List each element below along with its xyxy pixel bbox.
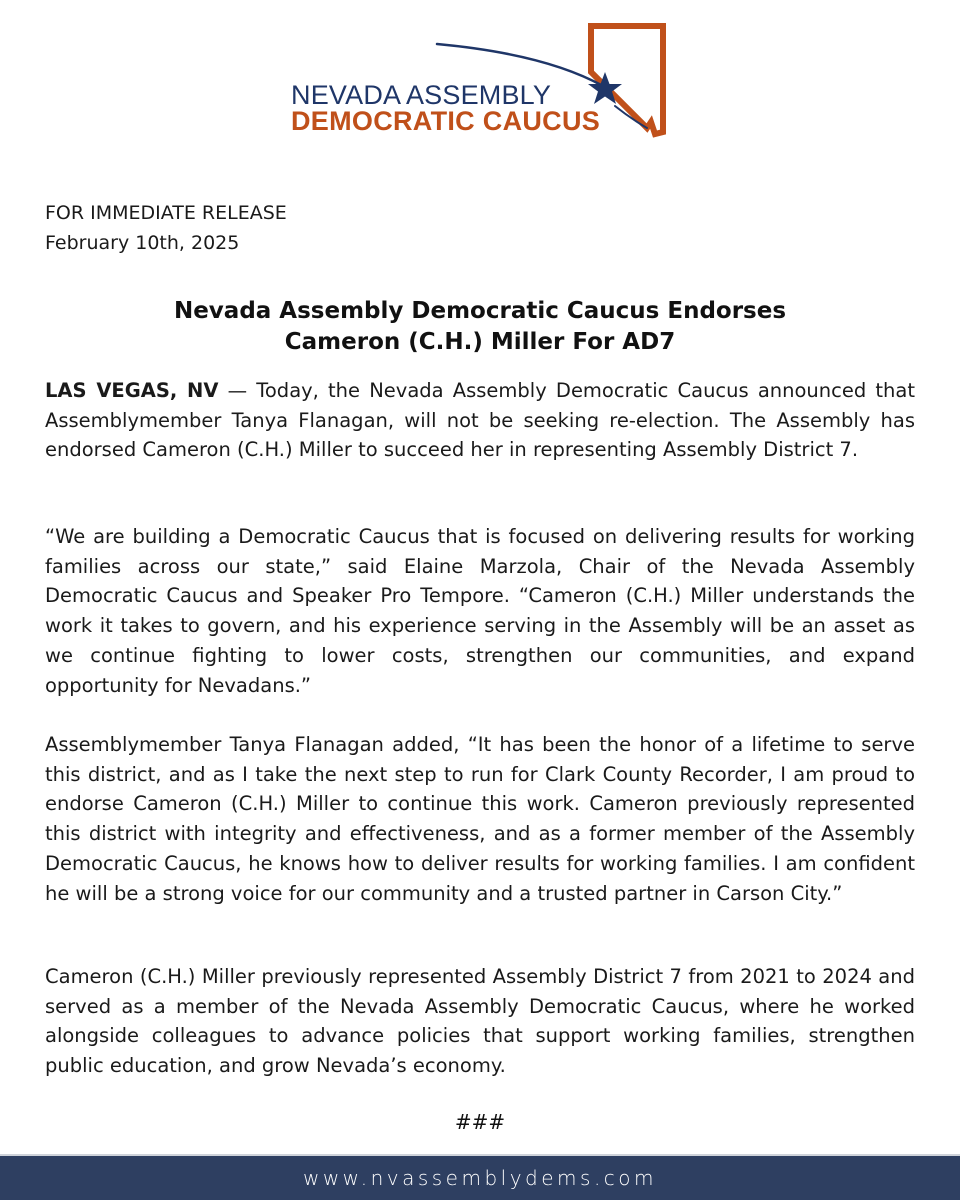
paragraph-flanagan-quote: Assemblymember Tanya Flanagan added, “It has been the honor of a lifetime to serve this district, and as I take the next step to run for Clark County Recorder, I am proud to endorse Cameron (C.H.) Miller to continue this work. Cameron previously represented this district with integrity and effectiveness, and as a former member of the Assembly Democratic Caucus, he knows how to deliver results for working families. I am confident he will be a strong voice for our community and a trusted partner in Carson City.” [45,733,915,905]
website-link[interactable]: www.nvassemblydems.com [302,1166,658,1190]
paragraph-marzola-quote: “We are building a Democratic Caucus that is focused on delivering results for working families across our state,” said Elaine Marzola, Chair of the Nevada Assembly Democratic Caucus and Speaker Pro Tempore. “Cameron (C.H.) Miller understands the work it takes to govern, and his experience serving in the Assembly will be an asset as we continue fighting to lower costs, strengthen our communities, and expand opportunity for Nevadans.” [45,525,915,697]
release-date: February 10th, 2025 [45,232,240,254]
page-title [0,296,960,358]
paragraph-intro [45,376,915,465]
dateline: LAS VEGAS, NV [45,379,219,402]
logo-title-line1: NEVADA ASSEMBLY [291,80,552,110]
headline-line1: Nevada Assembly Democratic Caucus Endorses [173,298,787,324]
release-label: FOR IMMEDIATE RELEASE [45,202,287,224]
caucus-logo [285,22,675,140]
headline-line2: Cameron (C.H.) Miller For AD7 [284,329,676,355]
release-info [45,198,287,258]
footer-bar [0,1154,960,1200]
paragraph-miller-background: Cameron (C.H.) Miller previously represented Assembly District 7 from 2021 to 2024 and served as a member of the Nevada Assembly Democratic Caucus, where he worked alongside colleagues to advance policies that support working families, strengthen public education, and grow Nevada’s economy. [45,965,915,1078]
end-mark: ### [454,1110,506,1134]
paragraph-intro-text: — Today, the Nevada Assembly Democratic Caucus announced that Assemblymember Tanya Flanagan, will not be seeking re-election. The Assembly has endorsed Cameron (C.H.) Miller to succeed her in representing Assembly District 7. [45,379,916,462]
logo-title-line2: DEMOCRATIC CAUCUS [291,106,601,136]
